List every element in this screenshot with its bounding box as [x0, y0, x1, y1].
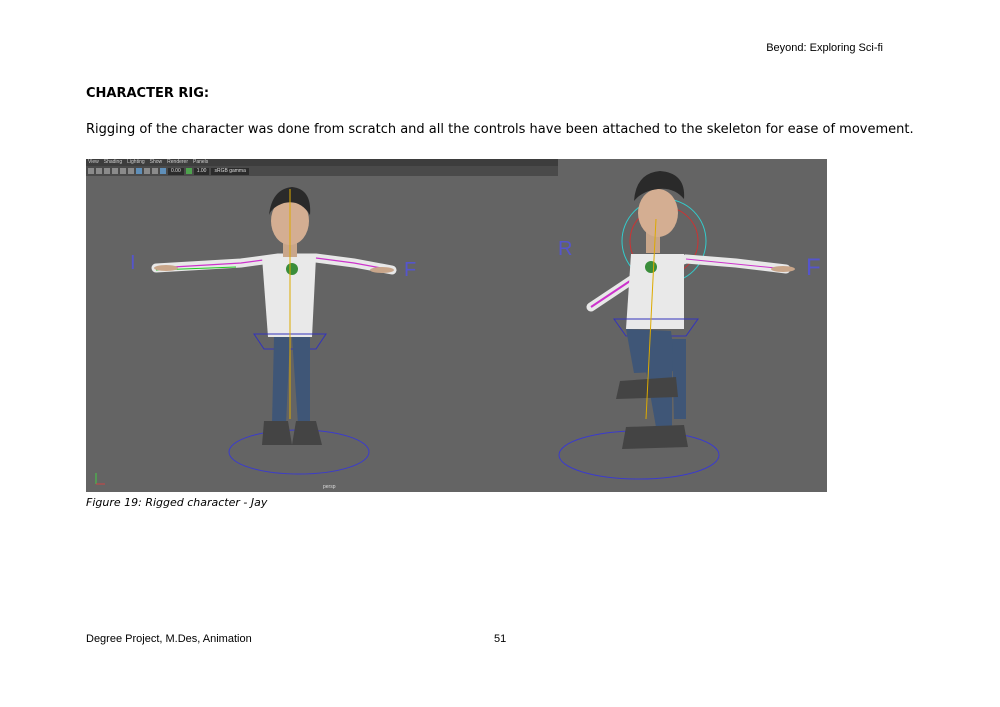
isolate-icon[interactable] [144, 168, 150, 174]
svg-text:R: R [558, 238, 573, 260]
menu-view[interactable]: View [88, 159, 99, 165]
menu-lighting[interactable]: Lighting [127, 159, 145, 165]
page-number: 51 [494, 633, 507, 645]
wireframe-icon[interactable] [120, 168, 126, 174]
move-icon[interactable] [104, 168, 110, 174]
xray-icon[interactable] [152, 168, 158, 174]
menu-renderer[interactable]: Renderer [167, 159, 188, 165]
svg-text:F: F [806, 254, 821, 281]
axis-gizmo-icon [96, 473, 105, 484]
exposure-icon[interactable] [160, 168, 166, 174]
figure-caption: Figure 19: Rigged character - Jay [86, 496, 268, 509]
camera-label: persp [323, 484, 336, 490]
rig-scene [86, 159, 827, 492]
lighting-icon[interactable] [136, 168, 142, 174]
menu-shading[interactable]: Shading [103, 159, 123, 165]
panel-menu-bar [86, 159, 558, 166]
colorspace-dropdown[interactable]: sRGB gamma [211, 168, 248, 175]
svg-text:I: I [130, 252, 136, 274]
footer-text: Degree Project, M.Des, Animation [86, 633, 252, 645]
shaded-icon[interactable] [128, 168, 134, 174]
character-front-view [130, 187, 416, 445]
running-header: Beyond: Exploring Sci-fi [766, 42, 883, 54]
gamma-icon[interactable] [186, 168, 192, 174]
viewport-toolbar [86, 159, 558, 176]
grid-icon[interactable] [112, 168, 118, 174]
menu-show[interactable]: Show [149, 159, 163, 165]
camera-icon[interactable] [88, 168, 94, 174]
gamma-field[interactable]: 1.00 [194, 168, 210, 175]
panel-icon-row [86, 166, 558, 176]
exposure-field[interactable]: 0.00 [168, 168, 184, 175]
maya-viewport-screenshot [86, 159, 827, 492]
svg-text:F: F [404, 259, 417, 281]
section-heading: CHARACTER RIG: [86, 86, 210, 101]
section-paragraph: Rigging of the character was done from scratch and all the controls have been attached to the skeleton for ease of movement. [86, 122, 914, 137]
menu-panels[interactable]: Panels [193, 159, 209, 165]
character-posed-view [558, 171, 821, 449]
select-icon[interactable] [96, 168, 102, 174]
